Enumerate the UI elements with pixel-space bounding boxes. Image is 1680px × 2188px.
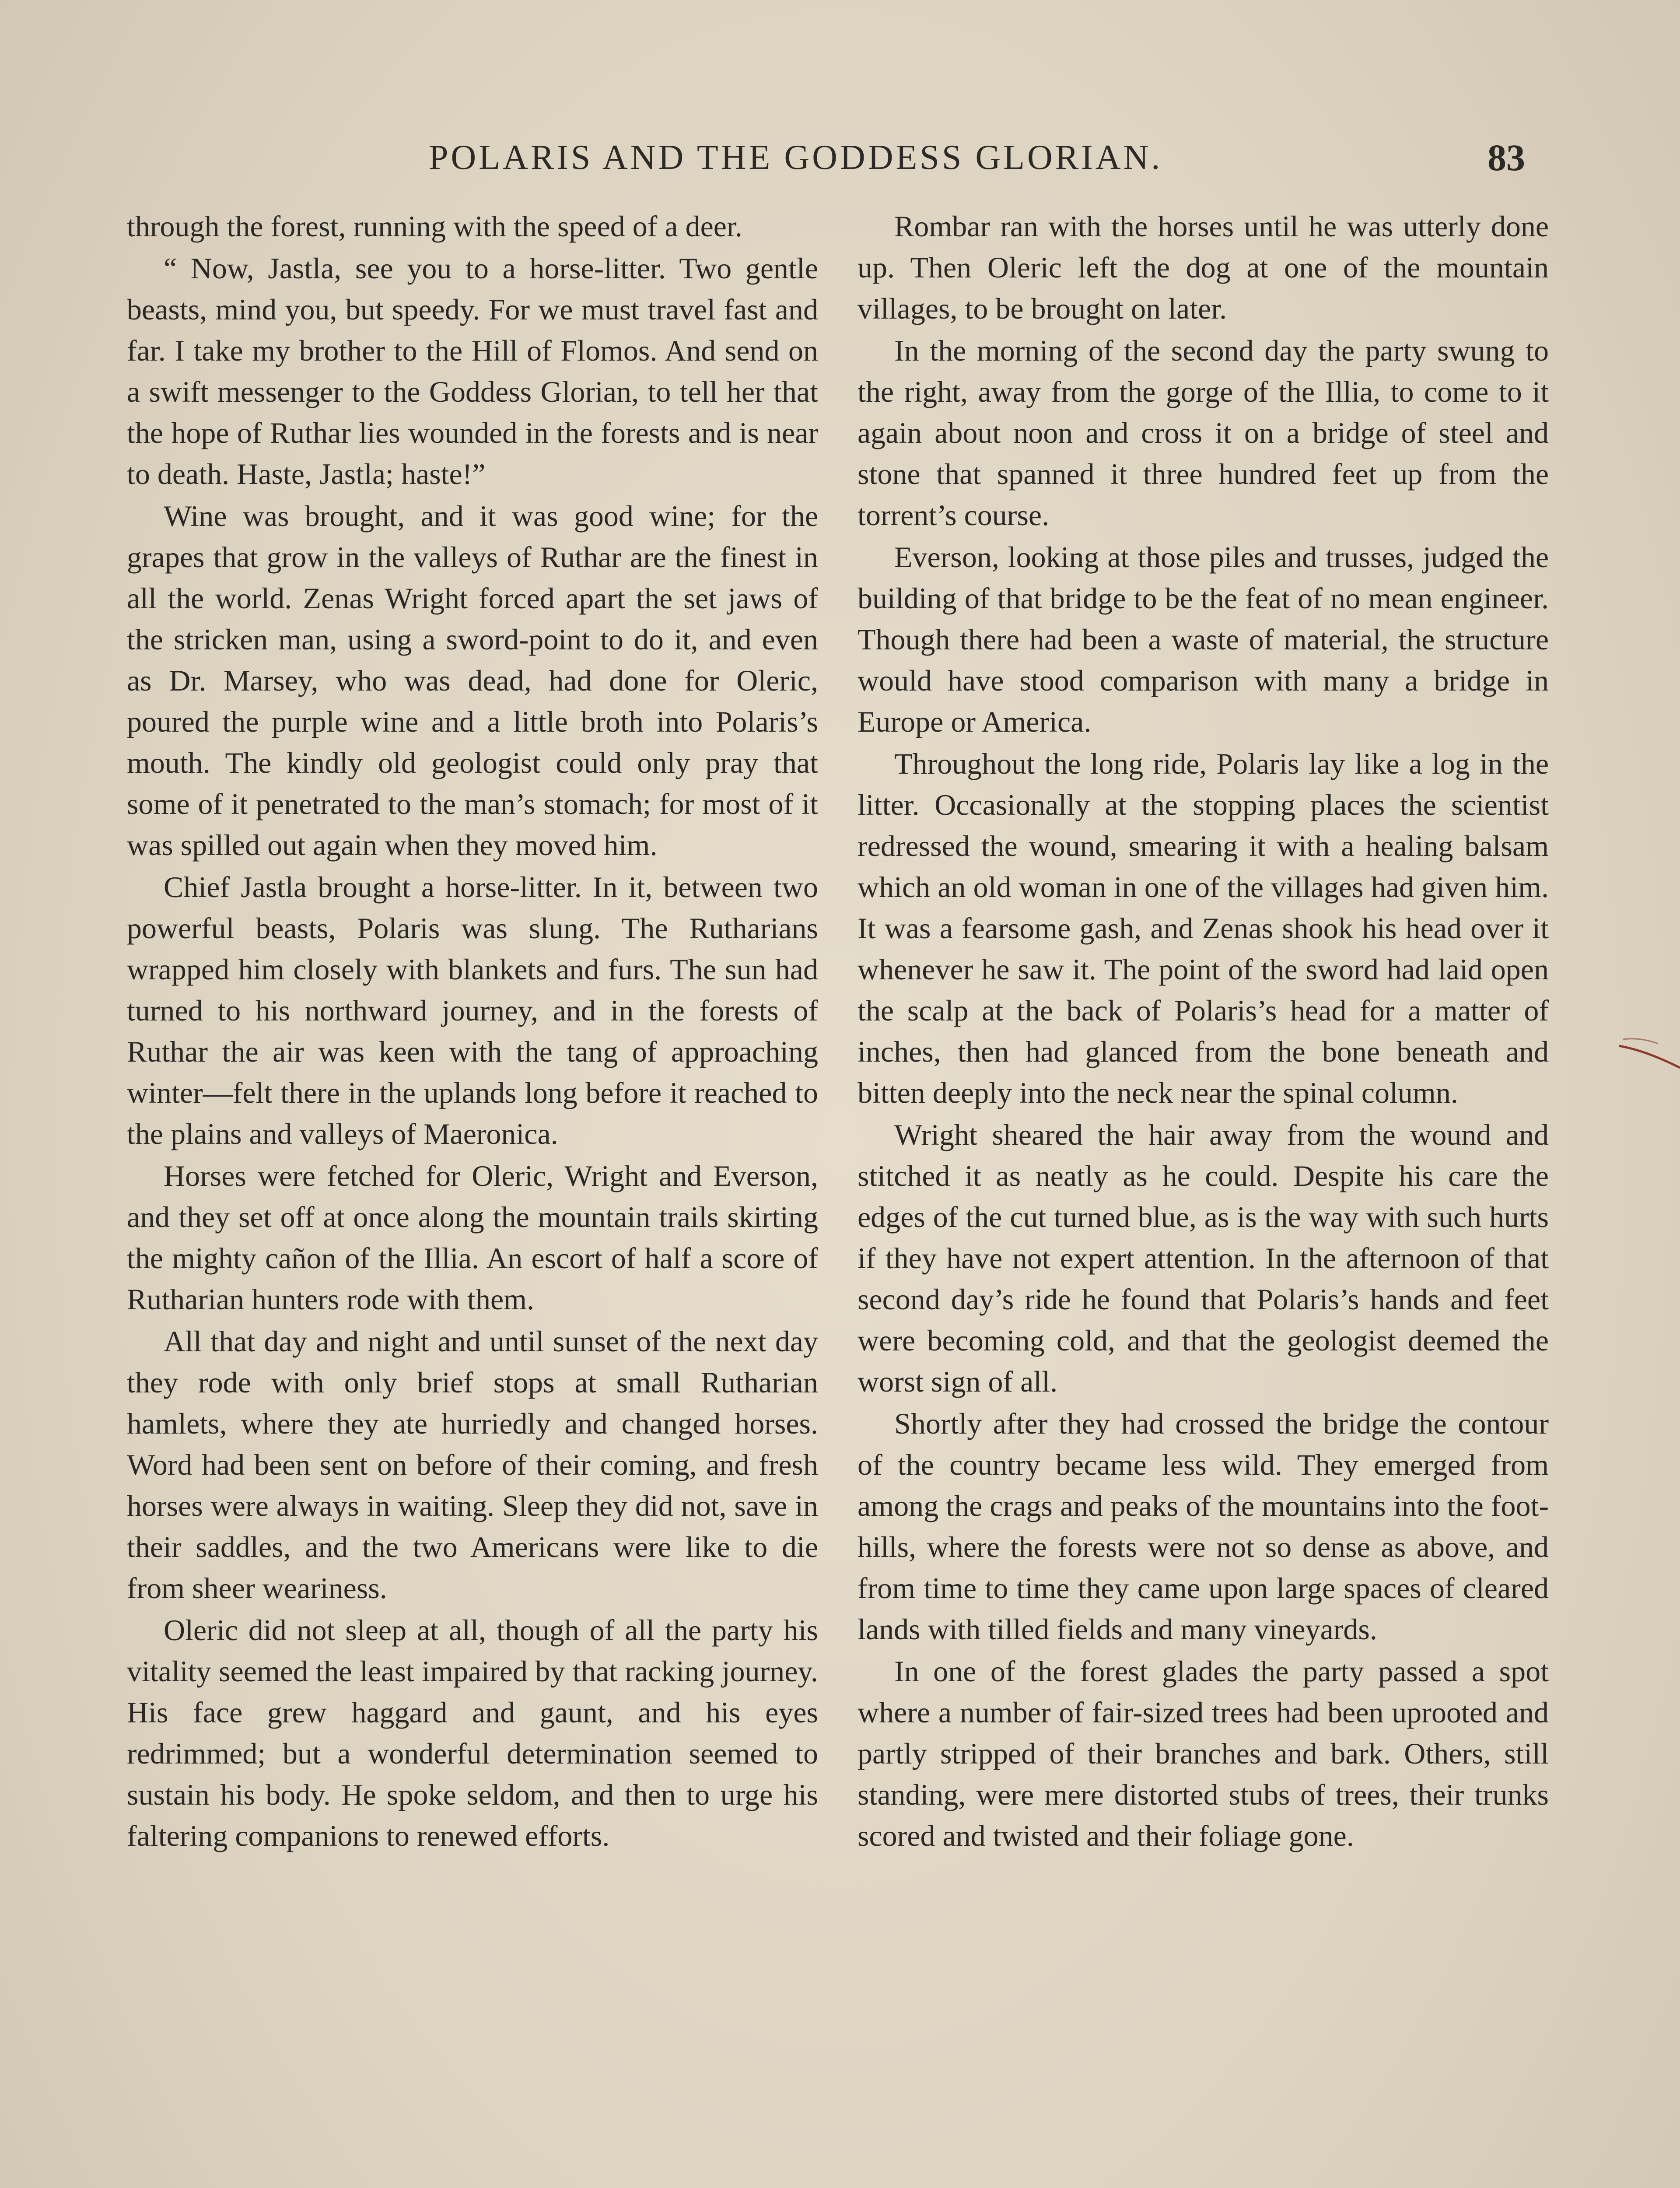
paragraph: Everson, looking at those piles and trusses, judged the building of that bridge to be the feat of no mean engineer. Though there had been a waste of material, the structure would have stood comparison with many a bridge in Europe or America.: [858, 540, 1549, 738]
paragraph: Chief Jastla brought a horse-litter. In it, between two powerful beasts, Polaris was slung. The Rutharians wrapped him closely with blankets and furs. The sun had turned to his northward journey, and in the forests of Ruthar the air was keen with the tang of approaching winter—felt there in the uplands long before it reached to the plains and valleys of Maeronica.: [127, 870, 818, 1150]
margin-pencil-mark: [1619, 1020, 1680, 1085]
paragraph: Wine was brought, and it was good wine; for the grapes that grow in the valleys of Ruthar are the finest in all the world. Zenas Wright forced apart the set jaws of the stricken man, using a sword-point to do it, and even as Dr. Marsey, who was dead, had done for Oleric, poured the purple wine and a little broth into Polaris’s mouth. The kindly old geologist could only pray that some of it penetrated to the man’s stomach; for most of it was spilled out again when they moved him.: [127, 499, 818, 862]
paragraph: Oleric did not sleep at all, though of all the party his vitality seemed the least impaired by that racking journey. His face grew haggard and gaunt, and his eyes redrimmed; but a wonderful determination seemed to sustain his body. He spoke seldom, and then to urge his faltering companions to renewed efforts.: [127, 1613, 818, 1852]
paragraph: Wright sheared the hair away from the wound and stitched it as neatly as he could. Despite his care the edges of the cut turned blue, as is the way with such hurts if they have not expert attention. In the afternoon of that second day’s ride he found that Polaris’s hands and feet were becoming cold, and that the geologist deemed the worst sign of all.: [858, 1118, 1549, 1398]
running-title: POLARIS AND THE GODDESS GLORIAN.: [429, 138, 1163, 177]
paragraph: Throughout the long ride, Polaris lay like a log in the litter. Occasionally at the stopping places the scientist redressed the wound, smearing it with a healing balsam which an old woman in one of the villages had given him. It was a fearsome gash, and Zenas shook his head over it whenever he saw it. The point of the sword had laid open the scalp at the back of Polaris’s head for a matter of inches, then had glanced from the bone beneath and bitten deeply into the neck near the spinal column.: [858, 747, 1549, 1109]
paragraph: Shortly after they had crossed the bridge the contour of the country became less wild. They emerged from among the crags and peaks of the mountains into the foot-hills, where the forests were not so dense as above, and from time to time they came upon large spaces of cleared lands with tilled fields and many vineyards.: [858, 1407, 1549, 1646]
page-header: [0, 131, 1680, 184]
paragraph: “ Now, Jastla, see you to a horse-litter. Two gentle beasts, mind you, but speedy. For we must travel fast and far. I take my brother to the Hill of Flomos. And send on a swift messenger to the Goddess Glorian, to tell her that the hope of Ruthar lies wounded in the forests and is near to death. Haste, Jastla; haste!”: [127, 252, 818, 491]
page-number: 83: [1488, 137, 1525, 179]
right-column: [858, 206, 1549, 2188]
paragraph: through the forest, running with the speed of a deer.: [127, 210, 742, 243]
paragraph: All that day and night and until sunset of the next day they rode with only brief stops at small Rutharian hamlets, where they ate hurriedly and changed horses. Word had been sent on before of their coming, and fresh horses were always in waiting. Sleep they did not, save in their saddles, and the two Americans were like to die from sheer weariness.: [127, 1325, 818, 1605]
paragraph: In the morning of the second day the party swung to the right, away from the gorge of the Illia, to come to it again about noon and cross it on a bridge of steel and stone that spanned it three hundred feet up from the torrent’s course.: [858, 334, 1549, 532]
left-column: [127, 206, 818, 2188]
paragraph: Rombar ran with the horses until he was utterly done up. Then Oleric left the dog at one of the mountain villages, to be brought on later.: [858, 210, 1549, 325]
paragraph: Horses were fetched for Oleric, Wright and Everson, and they set off at once along the mountain trails skirting the mighty cañon of the Illia. An escort of half a score of Rutharian hunters rode with them.: [127, 1159, 818, 1316]
paragraph: In one of the forest glades the party passed a spot where a number of fair-sized trees had been uprooted and partly stripped of their branches and bark. Others, still standing, were mere distorted stubs of trees, their trunks scored and twisted and their foliage gone.: [858, 1655, 1549, 1852]
